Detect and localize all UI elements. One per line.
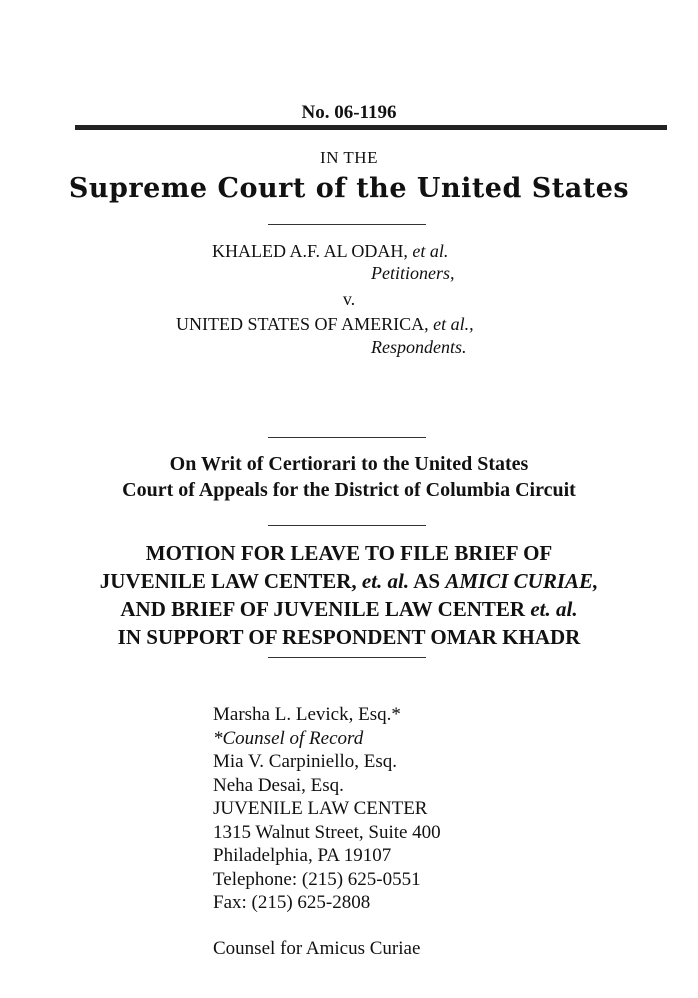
- versus: v.: [342, 289, 356, 309]
- petitioner-line: [212, 241, 448, 262]
- petitioner-etal: et al.: [412, 241, 449, 261]
- respondent-etal: et al.,: [433, 314, 474, 334]
- counsel-line: Marsha L. Levick, Esq.*: [213, 704, 401, 725]
- motion-org: JUVENILE LAW CENTER,: [99, 569, 357, 593]
- counsel-footer: Counsel for Amicus Curiae: [213, 938, 421, 959]
- divider: [268, 224, 426, 225]
- divider: [268, 525, 426, 526]
- counsel-line: Mia V. Carpiniello, Esq.: [213, 751, 398, 772]
- respondent-role: Respondents.: [371, 337, 467, 357]
- counsel-line: Philadelphia, PA 19107: [213, 845, 392, 866]
- motion-as: AS: [413, 569, 441, 593]
- motion-brief: AND BRIEF OF JUVENILE LAW CENTER: [120, 597, 526, 621]
- motion-line-2: [0, 569, 698, 594]
- in-the-label: IN THE: [320, 148, 378, 167]
- counsel-line: Fax: (215) 625-2808: [213, 892, 371, 913]
- motion-amici: AMICI CURIAE,: [445, 569, 599, 593]
- respondent-name: UNITED STATES OF AMERICA,: [176, 314, 429, 334]
- respondent-line: [176, 314, 474, 335]
- writ-line-1: On Writ of Certiorari to the United States: [169, 453, 529, 475]
- motion-line-1: MOTION FOR LEAVE TO FILE BRIEF OF: [145, 541, 553, 565]
- motion-line-4: IN SUPPORT OF RESPONDENT OMAR KHADR: [117, 625, 581, 649]
- motion-etal: et. al.: [530, 597, 578, 621]
- counsel-line: JUVENILE LAW CENTER: [213, 798, 428, 819]
- motion-etal: et. al.: [361, 569, 410, 593]
- petitioner-role: Petitioners,: [371, 263, 455, 283]
- counsel-line: 1315 Walnut Street, Suite 400: [213, 821, 441, 843]
- motion-line-3: [0, 597, 698, 622]
- docket-number: No. 06-1196: [301, 102, 397, 123]
- petitioner-name: KHALED A.F. AL ODAH,: [212, 241, 408, 261]
- counsel-line: Telephone: (215) 625-0551: [213, 868, 421, 890]
- writ-line-2: Court of Appeals for the District of Columbia Circuit: [122, 479, 576, 501]
- counsel-block: [213, 703, 441, 915]
- divider: [268, 437, 426, 438]
- counsel-line: Neha Desai, Esq.: [213, 774, 344, 796]
- header-rule: [75, 125, 667, 130]
- court-name: Supreme Court of the United States: [68, 173, 630, 204]
- counsel-line: *Counsel of Record: [213, 727, 364, 749]
- divider: [268, 657, 426, 658]
